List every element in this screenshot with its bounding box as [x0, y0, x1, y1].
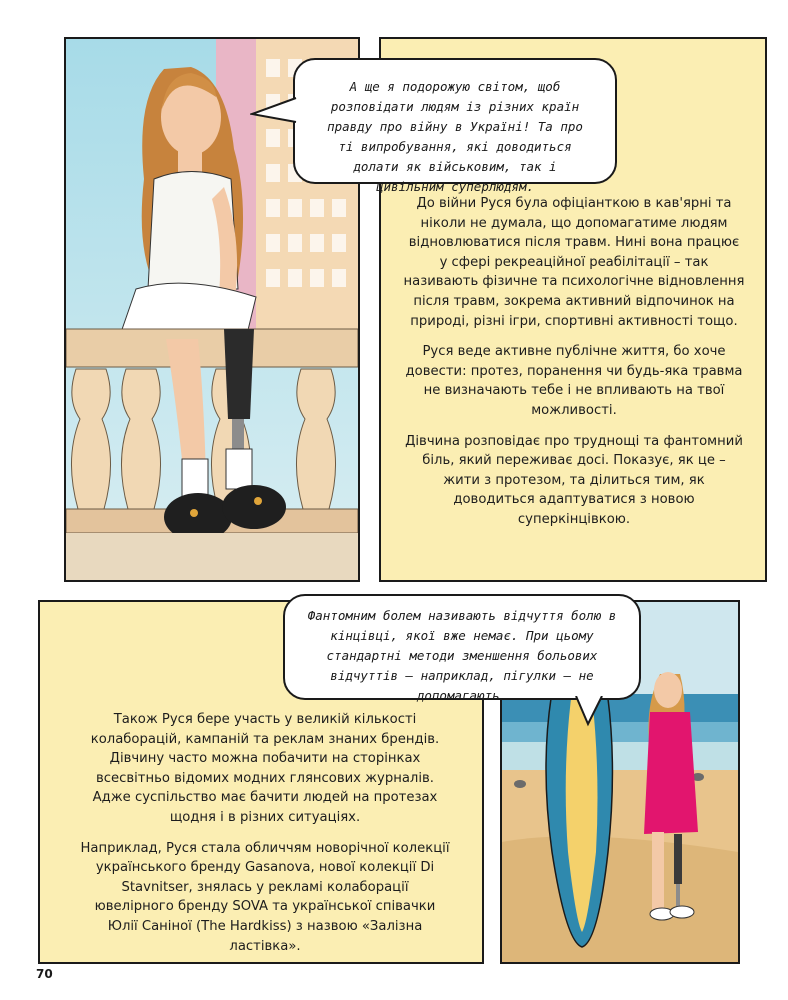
- top-paragraph-1: До війни Руся була офіціанткою в кав'ярні та ніколи не думала, що допомагатиме людям відновлюватися після травм. Нині вона працює у сфері рекреаційної реабілітації – так називають фізичне та психологічне відновлення після травм, зокрема активний відпочинок на природі, різні ігри, спортивні активності тощо.: [403, 196, 745, 329]
- top-narration: [403, 194, 745, 530]
- speech-bubble-top-tail: [250, 92, 298, 132]
- top-paragraph-3: Дівчина розповідає про труднощі та фантомний біль, який переживає досі. Показує, як це – жити з протезом, та ділиться тим, як доводиться адаптуватися з новою суперкінцівкою.: [405, 433, 743, 527]
- page-number: 70: [36, 967, 53, 981]
- top-paragraph-2: Руся веде активне публічне життя, бо хоче довести: протез, поранення чи будь-яка травма не визначають тебе і не впливають на твої можливості.: [405, 344, 743, 418]
- bottom-narration: [80, 710, 450, 956]
- bottom-paragraph-2: Наприклад, Руся стала обличчям новорічної колекції українського бренду Gasanova, нової колекції Di Stavnitser, знялась у рекламі колаборації ювелірного бренду SOVA та української співачки Юлії Саніної (The Hardkiss) з назвою «Залізна ластівка».: [80, 840, 450, 954]
- speech-bubble-top: [293, 58, 617, 194]
- speech-bubble-bottom-text: Фантомним болем називають відчуття болю в кінцівці, якої вже немає. При цьому стандартні методи зменшення больових відчуттів – наприклад, пігулки – не допомагають.: [307, 608, 617, 703]
- speech-bubble-top-text: А ще я подорожую світом, щоб розповідати людям із різних країн правду про війну в Україні! Та про ті випробування, які доводиться долати як військовим, так і цивільним суперлюдям.: [327, 79, 583, 194]
- bottom-paragraph-1: Також Руся бере участь у великій кількості колаборацій, кампаній та реклам знаних брендів. Дівчину часто можна побачити на сторінках всесвітньо відомих модних глянсових журналів. Адже суспільство має бачити людей на протезах щодня і в різних ситуаціях.: [90, 712, 440, 825]
- speech-bubble-bottom-tail: [572, 696, 612, 728]
- speech-bubble-bottom: [283, 594, 641, 703]
